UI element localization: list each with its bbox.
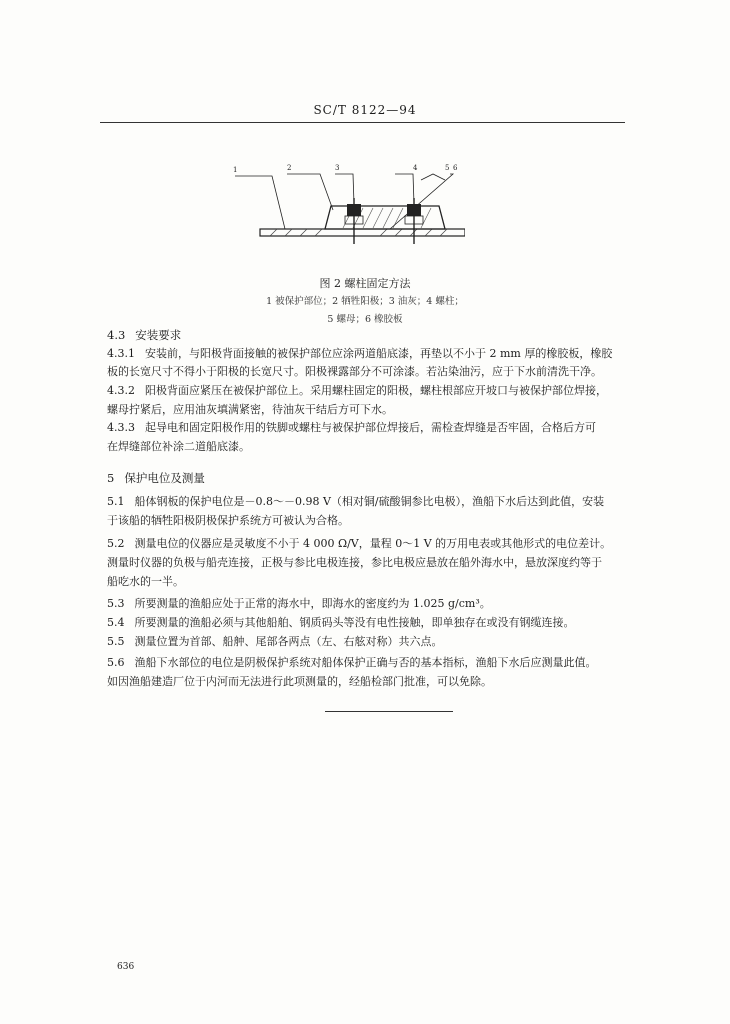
clause-number: 5.4	[107, 616, 125, 629]
clause-5-6	[107, 656, 597, 670]
clause-number: 4.3.1	[107, 347, 135, 360]
clause-text: 安装要求	[135, 328, 182, 342]
clause-text: 所要测量的渔船应处于正常的海水中，即海水的密度约为 1.025 g/cm³。	[134, 597, 491, 610]
clause-4-3-title	[107, 328, 181, 342]
clause-5-3	[107, 597, 491, 611]
clause-text: 测量时仪器的负极与船壳连接，正极与参比电极连接，参比电极应悬放在船外海水中，悬放深度约等于	[107, 556, 602, 569]
clause-text: 渔船下水部位的电位是阴极保护系统对船体保护正确与否的基本指标，渔船下水后应测量此值。	[134, 656, 597, 669]
clause-number: 5.1	[107, 495, 125, 508]
callout-4: 4	[413, 164, 418, 172]
clause-text: 船吃水的一半。	[107, 575, 184, 588]
page-number: 636	[117, 962, 135, 972]
clause-4-3-3-cont	[107, 440, 250, 454]
clause-number: 5	[107, 471, 115, 485]
clause-text: 板的长宽尺寸不得小于阳极的长宽尺寸。阳极裸露部分不可涂漆。若沾染油污，应于下水前清洗干净。	[107, 365, 602, 378]
figure-2-diagram	[225, 158, 465, 262]
figure-legend-line-2: 5 螺母；6 橡胶板	[327, 314, 403, 325]
callout-6: 6	[453, 164, 458, 172]
clause-4-3-1-cont	[107, 365, 602, 379]
clause-5-2-cont-2	[107, 575, 184, 589]
clause-text: 在焊缝部位补涂二道船底漆。	[107, 440, 250, 453]
standard-code-header: SC/T 8122—94	[313, 103, 417, 117]
clause-text: 保护电位及测量	[124, 471, 205, 485]
callout-5: 5	[445, 164, 450, 172]
clause-text: 安装前，与阳极背面接触的被保护部位应涂两道船底漆，再垫以不小于 2 mm 厚的橡胶板，橡胶	[145, 347, 613, 360]
clause-4-3-3	[107, 421, 596, 435]
clause-text: 阳极背面应紧压在被保护部位上。采用螺柱固定的阳极，螺柱根部应开坡口与被保护部位焊接，	[145, 384, 607, 397]
figure-legend-line-1: 1 被保护部位；2 牺牲阳极；3 油灰；4 螺柱；	[266, 296, 464, 307]
callout-2: 2	[287, 164, 292, 172]
clause-number: 5.3	[107, 597, 125, 610]
clause-5-4	[107, 616, 575, 630]
clause-4-3-2-cont	[107, 403, 393, 417]
callout-3: 3	[335, 164, 340, 172]
sacrificial-anode	[325, 206, 445, 229]
clause-4-3-1	[107, 347, 612, 361]
clause-number: 4.3	[107, 328, 126, 342]
section-5-title	[107, 471, 205, 485]
clause-number: 4.3.2	[107, 384, 135, 397]
clause-number: 5.5	[107, 635, 125, 648]
clause-5-2	[107, 537, 611, 551]
clause-5-1-cont	[107, 514, 349, 528]
end-rule	[325, 711, 453, 712]
clause-number: 5.2	[107, 537, 125, 550]
clause-number: 5.6	[107, 656, 125, 669]
callout-1: 1	[233, 166, 238, 174]
clause-5-5	[107, 635, 443, 649]
clause-text: 于该船的牺牲阳极阴极保护系统方可被认为合格。	[107, 514, 349, 527]
clause-text: 测量位置为首部、船舯、尾部各两点（左、右舷对称）共六点。	[134, 635, 443, 648]
clause-5-6-cont	[107, 675, 492, 689]
clause-5-2-cont-1	[107, 556, 602, 570]
clause-4-3-2	[107, 384, 607, 398]
clause-text: 所要测量的渔船必须与其他船舶、钢质码头等没有电性接触，即单独存在或没有钢缆连接。	[134, 616, 575, 629]
clause-text: 测量电位的仪器应是灵敏度不小于 4 000 Ω/V，量程 0～1 V 的万用电表或其他形式的电位差计。	[134, 537, 612, 550]
clause-text: 螺母拧紧后，应用油灰填满紧密，待油灰干结后方可下水。	[107, 403, 393, 416]
clause-text: 如因渔船建造厂位于内河而无法进行此项测量的，经船检部门批准，可以免除。	[107, 675, 492, 688]
clause-text: 船体钢板的保护电位是－0.8～－0.98 V（相对铜/硫酸铜参比电极），渔船下水后达到此值，安装	[134, 495, 605, 508]
header-rule	[100, 122, 625, 123]
stud-fixing-diagram	[225, 158, 465, 258]
figure-caption: 图 2 螺柱固定方法	[319, 277, 411, 290]
clause-text: 起导电和固定阳极作用的铁脚或螺柱与被保护部位焊接后，需检查焊缝是否牢固，合格后方可	[145, 421, 596, 434]
clause-number: 4.3.3	[107, 421, 135, 434]
clause-5-1	[107, 495, 604, 509]
